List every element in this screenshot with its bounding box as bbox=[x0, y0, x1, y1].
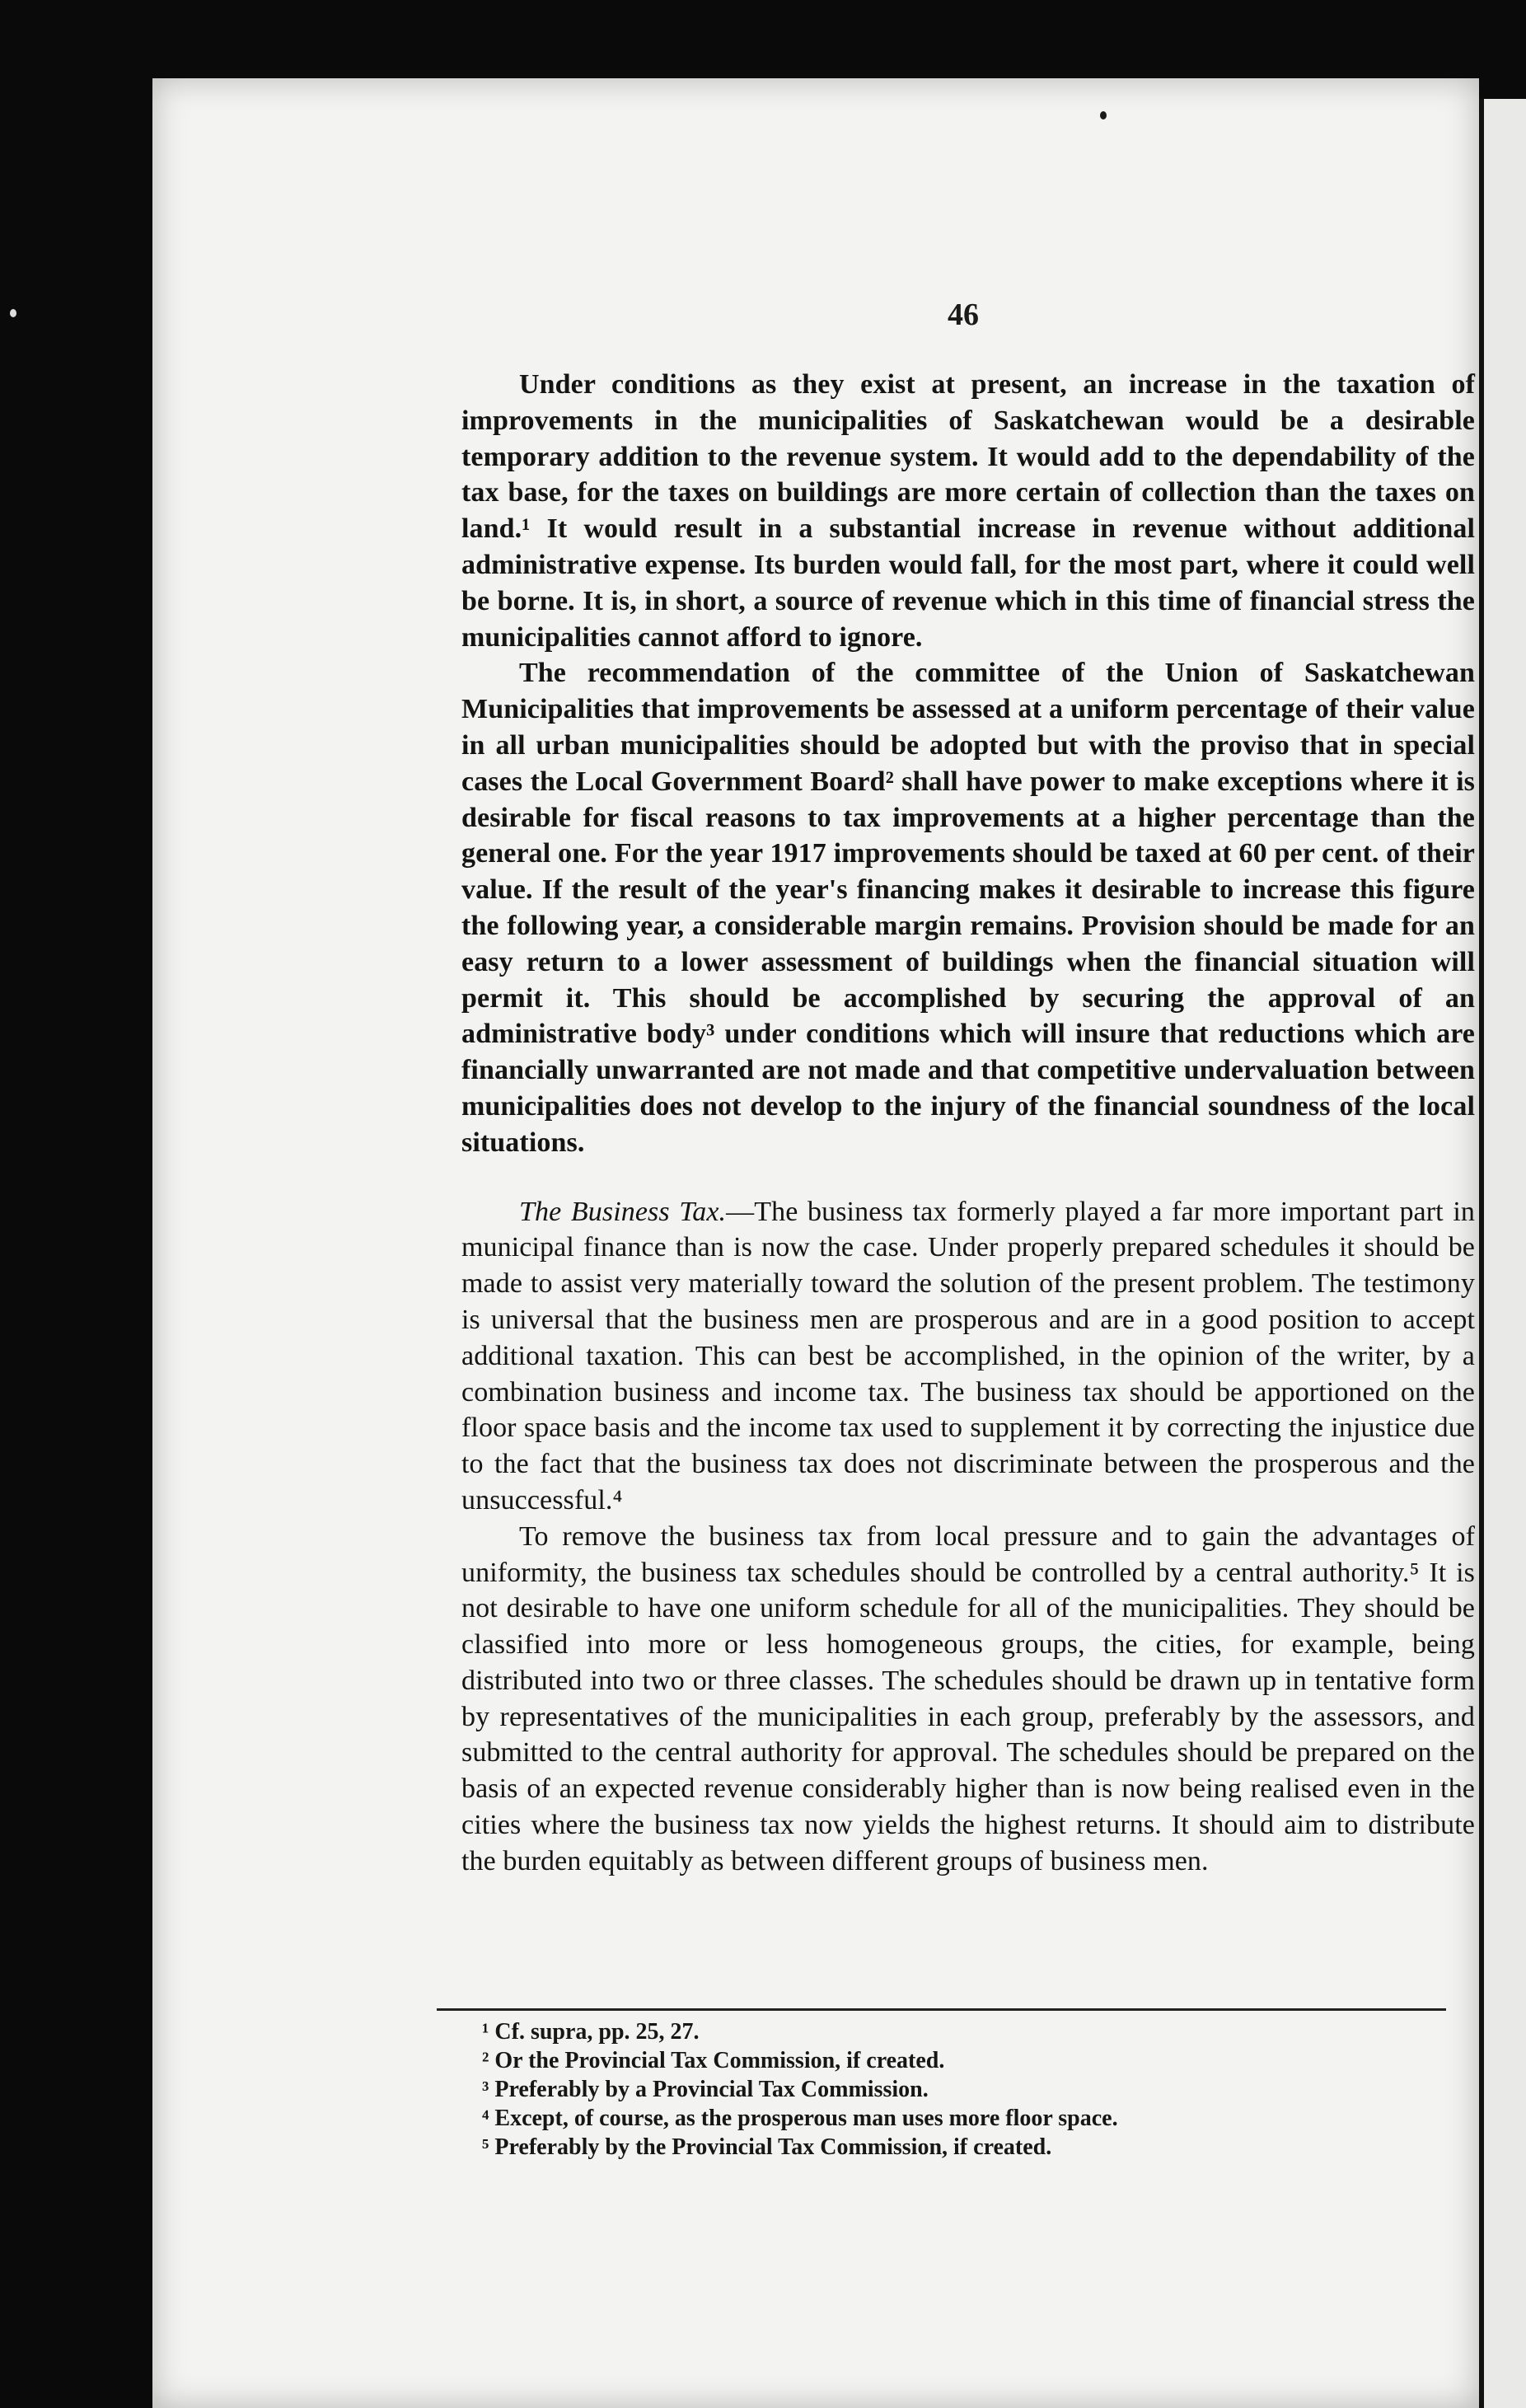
facing-page-edge bbox=[1479, 99, 1526, 2408]
body-text bbox=[461, 367, 1475, 1880]
page-number: 46 bbox=[948, 297, 979, 332]
ink-speck bbox=[10, 309, 16, 317]
footnote-rule bbox=[437, 2008, 1446, 2011]
paragraph-business-tax-schedules: To remove the business tax from local pressure and to gain the advantages of uniformity, the business tax schedules should be controlled by a central authority.⁵ It is not desirable to have one uniform schedule for all of the municipalities. They should be classified into more or less homogeneous groups, the cities, for example, being distributed into two or three classes. The schedules should be drawn up in tentative form by representatives of the municipalities in each group, preferably by the assessors, and submitted to the central authority for approval. The schedules should be prepared on the basis of an expected revenue considerably higher than is now being realised even in the cities where the business tax now yields the highest returns. It should aim to distribute the burden equitably as between different groups of business men. bbox=[461, 1520, 1475, 1876]
footnote-4: ⁴ Except, of course, as the prosperous man uses more floor space. bbox=[482, 2106, 1118, 2131]
business-tax-text: —The business tax formerly played a far more important part in municipal finance than is now the case. Under properly prepared schedules it should be made to assist very materially toward the solution of the present problem. The testimony is universal that the business men are prosperous and are in a good position to accept additional taxation. This can best be accomplished, in the opinion of the writer, by a combination business and income tax. The business tax should be apportioned on the floor space basis and the income tax used to supplement it by correcting the injustice due to the fact that the business tax does not discriminate between the prosperous and the unsuccessful.⁴ bbox=[461, 1196, 1475, 1516]
paragraph-committee-recommendation: The recommendation of the committee of the Union of Saskatchewan Municipalities that improvements be assessed at a uniform percentage of their value in all urban municipalities should be adopted but with the proviso that in special cases the Local Government Board² shall have power to make exceptions where it is desirable for fiscal reasons to tax improvements at a higher percentage than the general one. For the year 1917 improvements should be taxed at 60 per cent. of their value. If the result of the year's financing makes it desirable to increase this figure the following year, a considerable margin remains. Provision should be made for an easy return to a lower assessment of buildings when the financial situation will permit it. This should be accomplished by securing the approval of an administrative body³ under conditions which will insure that reductions which are financially unwarranted are not made and that competitive undervaluation between municipalities does not develop to the injury of the financial soundness of the local situations. bbox=[461, 658, 1475, 1158]
footnote-2: ² Or the Provincial Tax Commission, if created. bbox=[482, 2048, 945, 2073]
paragraph-improvements-taxation: Under conditions as they exist at present, an increase in the taxation of improvements in the municipalities of Saskatchewan would be a desirable temporary addition to the revenue system. It would add to the dependability of the tax base, for the taxes on buildings are more certain of collection than the taxes on land.¹ It would result in a substantial increase in revenue without additional administrative expense. Its burden would fall, for the most part, where it could well be borne. It is, in short, a source of revenue which in this time of financial stress the municipalities cannot afford to ignore. bbox=[461, 369, 1475, 653]
footnotes bbox=[482, 2017, 1430, 2162]
ink-speck bbox=[1100, 111, 1107, 119]
footnote-1: ¹ Cf. supra, pp. 25, 27. bbox=[482, 2019, 700, 2045]
paragraph-business-tax bbox=[461, 1194, 1475, 1519]
footnote-3: ³ Preferably by a Provincial Tax Commission. bbox=[482, 2077, 929, 2102]
section-heading-business-tax: The Business Tax. bbox=[519, 1196, 727, 1227]
footnote-5: ⁵ Preferably by the Provincial Tax Commission, if created. bbox=[482, 2134, 1052, 2160]
